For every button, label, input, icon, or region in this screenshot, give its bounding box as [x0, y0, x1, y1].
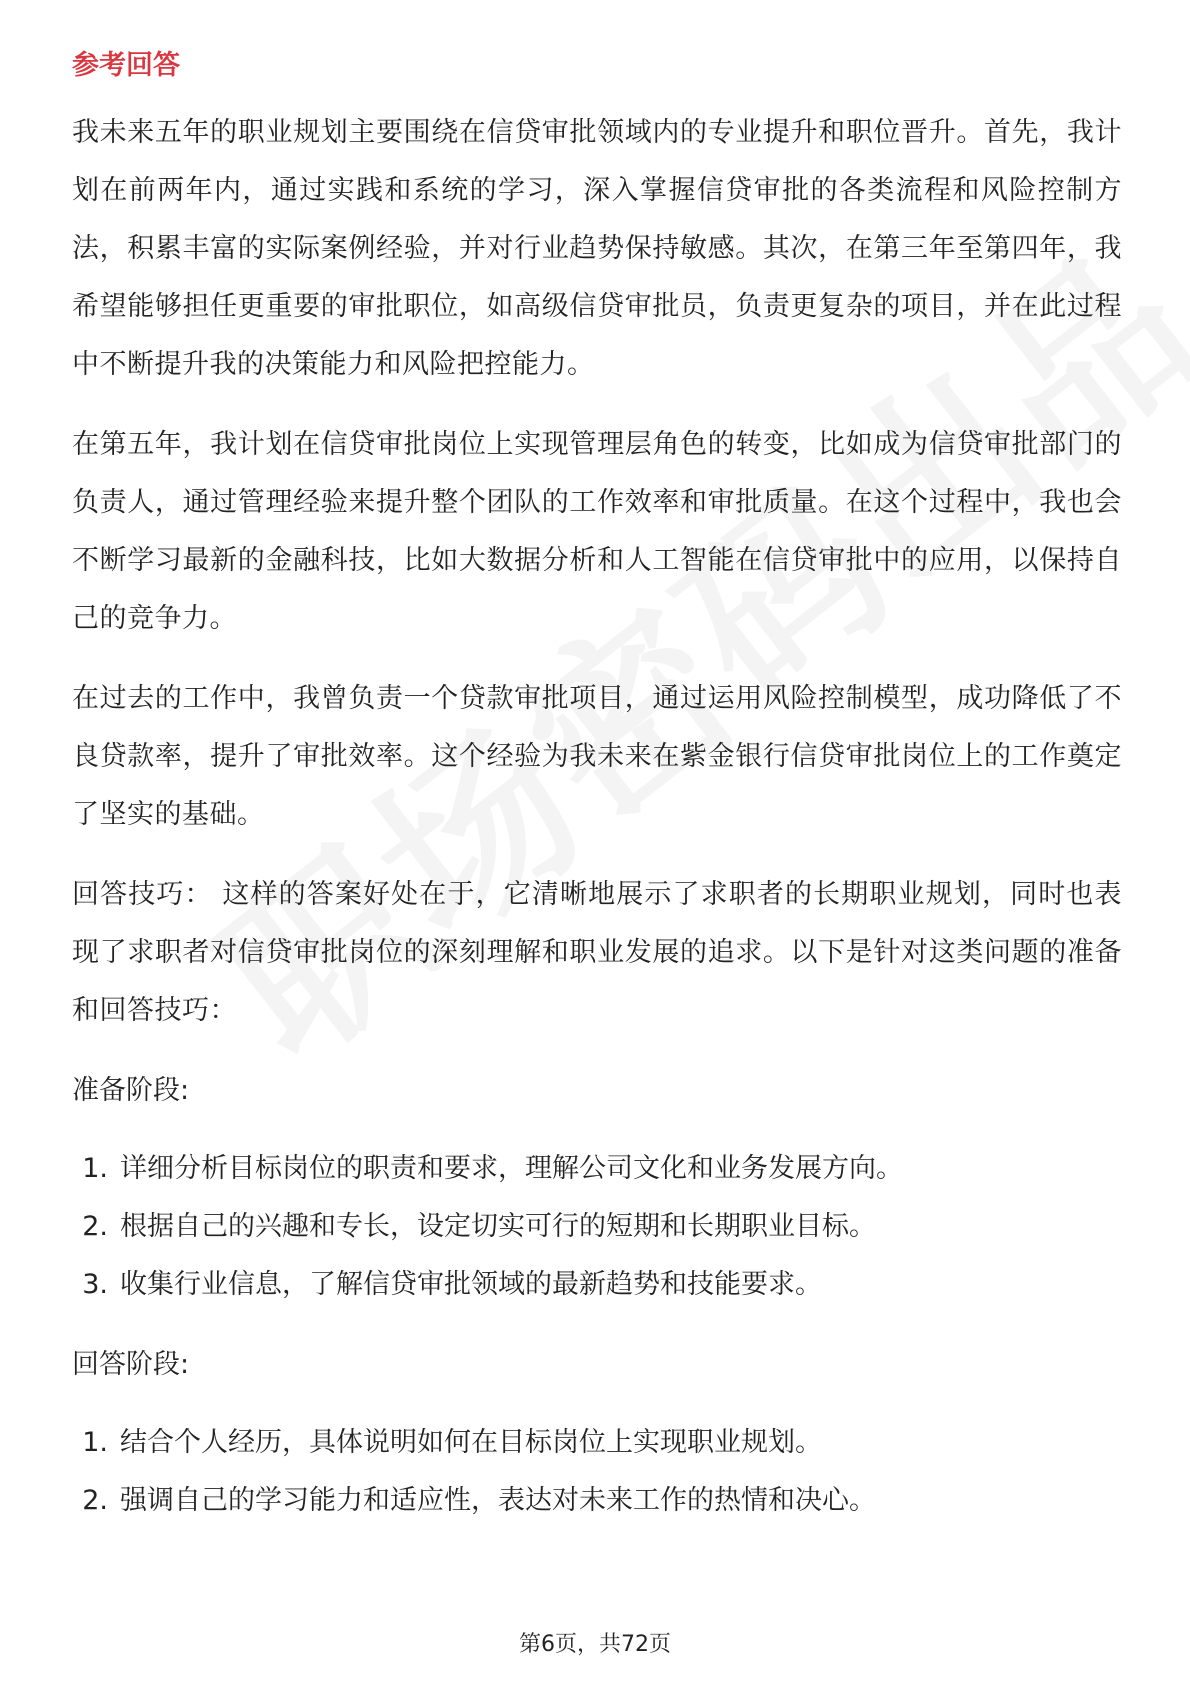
paragraph-past-experience: 在过去的工作中，我曾负责一个贷款审批项目，通过运用风险控制模型，成功降低了不良贷款率，提升了审批效率。这个经验为我未来在紫金银行信贷审批岗位上的工作奠定了坚实的基础。 [72, 683, 1122, 830]
preparation-stage-list [72, 1140, 1122, 1314]
list-number: 1. [82, 1427, 108, 1458]
list-number: 2. [82, 1485, 108, 1516]
list-item-text: 详细分析目标岗位的职责和要求，理解公司文化和业务发展方向。 [120, 1153, 903, 1184]
list-number: 3. [82, 1269, 108, 1300]
list-item-text: 根据自己的兴趣和专长，设定切实可行的短期和长期职业目标。 [120, 1211, 876, 1242]
list-number: 1. [82, 1153, 108, 1184]
paragraph-career-plan: 我未来五年的职业规划主要围绕在信贷审批领域内的专业提升和职位晋升。首先，我计划在前两年内，通过实践和系统的学习，深入掌握信贷审批的各类流程和风险控制方法，积累丰富的实际案例经验，并对行业趋势保持敏感。其次，在第三年至第四年，我希望能够担任更重要的审批职位，如高级信贷审批员，负责更复杂的项目，并在此过程中不断提升我的决策能力和风险把控能力。 [72, 117, 1122, 380]
list-item-text: 结合个人经历，具体说明如何在目标岗位上实现职业规划。 [120, 1427, 822, 1458]
document-content [72, 46, 1122, 1552]
paragraph-fifth-year: 在第五年，我计划在信贷审批岗位上实现管理层角色的转变，比如成为信贷审批部门的负责人，通过管理经验来提升整个团队的工作效率和审批质量。在这个过程中，我也会不断学习最新的金融科技，比如大数据分析和人工智能在信贷审批中的应用，以保持自己的竞争力。 [72, 429, 1122, 634]
section-heading: 参考回答 [72, 50, 180, 81]
answer-stage-list [72, 1414, 1122, 1530]
page-number-footer: 第6页，共72页 [519, 1632, 671, 1657]
preparation-stage-label: 准备阶段: [72, 1075, 190, 1106]
list-item-text: 强调自己的学习能力和适应性，表达对未来工作的热情和决心。 [120, 1485, 876, 1516]
list-number: 2. [82, 1211, 108, 1242]
list-item [72, 1414, 1122, 1472]
list-item [72, 1140, 1122, 1198]
list-item [72, 1256, 1122, 1314]
answer-stage-label: 回答阶段: [72, 1349, 190, 1380]
paragraph-answer-tips: 回答技巧： 这样的答案好处在于，它清晰地展示了求职者的长期职业规划，同时也表现了求职者对信贷审批岗位的深刻理解和职业发展的追求。以下是针对这类问题的准备和回答技巧： [72, 879, 1122, 1026]
list-item-text: 收集行业信息，了解信贷审批领域的最新趋势和技能要求。 [120, 1269, 822, 1300]
list-item [72, 1472, 1122, 1530]
list-item [72, 1198, 1122, 1256]
